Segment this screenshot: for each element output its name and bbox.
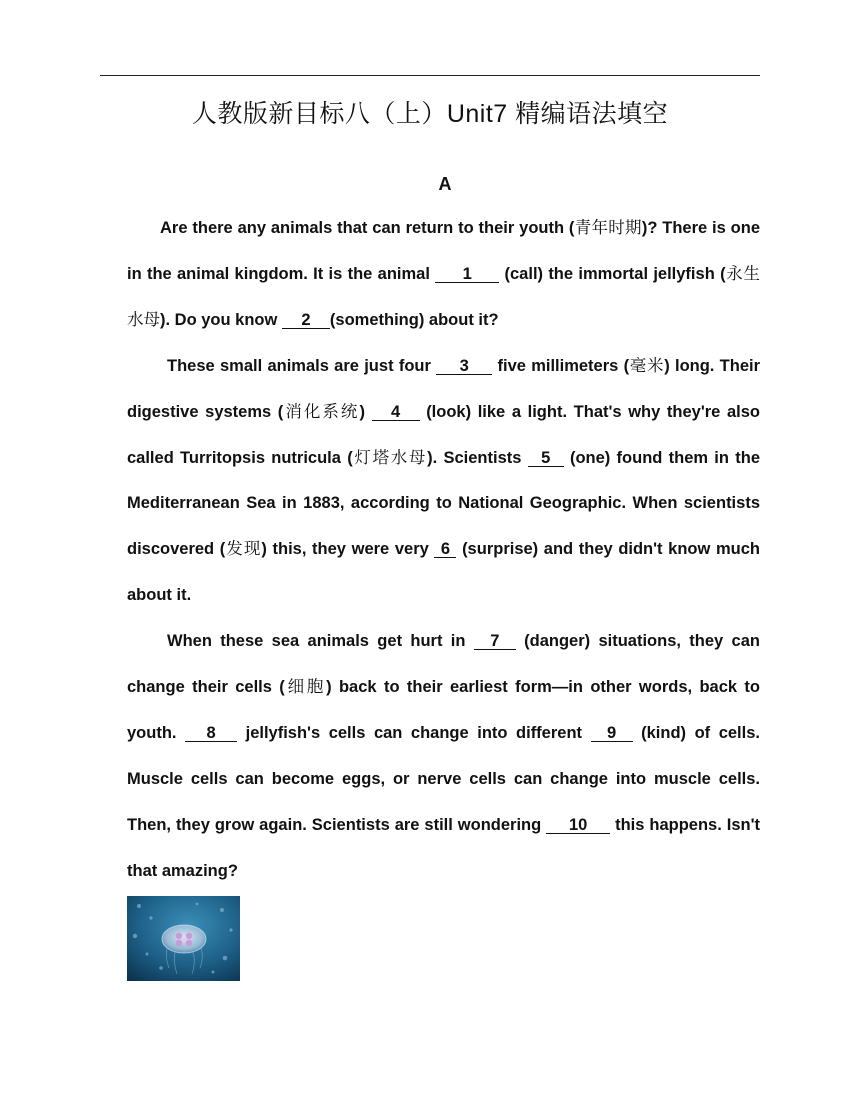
paragraph-3 [127,619,760,894]
text-run: ). Scientists [427,448,528,467]
blank-6[interactable]: 6 [434,541,456,558]
text-run: ) this, they were very [261,540,435,559]
text-run: (look) like a light. That's why they're also called Turritopsis nutricula ( [127,402,760,467]
text-run: ) long. Their digestive systems ( [127,356,761,421]
jellyfish-photo [127,896,240,981]
text-run: this happens. Isn't that amazing? [127,815,760,880]
jellyfish-bell [162,925,206,953]
text-run: (surprise) and they didn't know much about it. [127,540,760,605]
chinese-gloss: 青年时期 [574,219,642,237]
chinese-gloss: 消化系统 [283,402,360,421]
top-rule [100,75,760,76]
text-run: ) [359,402,372,421]
blank-10[interactable]: 10 [546,817,610,834]
text-run: (danger) situations, they can change their cells ( [127,632,760,697]
text-run: five millimeters ( [492,356,630,375]
blank-3[interactable]: 3 [436,358,492,375]
jellyfish-illustration [127,896,240,981]
section-label: A [438,174,452,194]
text-run: (call) the immortal jellyfish ( [499,264,726,283]
chinese-gloss: 永生水母 [127,264,760,329]
text-run: (one) found them in the Mediterranean Sea in 1883, according to National Geographic. When scientists discovered ( [127,448,760,559]
chinese-gloss: 细胞 [284,678,327,697]
blank-2[interactable]: 2 [282,312,330,329]
text-run: ). Do you know [160,310,282,329]
text-run: When these sea animals get hurt in [167,632,474,651]
text-run: Are there any animals that can return to their youth ( [160,219,575,237]
paragraph-1 [127,206,760,344]
blank-5[interactable]: 5 [528,450,564,467]
passage [127,206,760,895]
blank-4[interactable]: 4 [372,404,420,421]
page-title: 人教版新目标八（上）Unit7 精编语法填空 [191,100,669,128]
text-run: jellyfish's cells can change into different [245,723,591,742]
text-run: )? There is one in the animal kingdom. It is the animal [127,219,761,283]
text-run: ) back to their earliest form—in other words, back to youth. [127,678,761,742]
blank-1[interactable]: 1 [435,266,499,283]
blank-7[interactable]: 7 [474,633,516,650]
blank-9[interactable]: 9 [591,725,633,742]
chinese-gloss: 毫米 [629,356,665,375]
paragraph-2 [127,344,760,619]
text-run: These small animals are just four [167,356,437,375]
text-run: (something) about it? [329,310,499,329]
chinese-gloss: 发现 [225,540,262,559]
chinese-gloss: 灯塔水母 [352,448,428,467]
text-run: (kind) of cells. Muscle cells can become eggs, or nerve cells can change into muscle cells. Then, they grow again. Scientists are still wondering [127,723,760,834]
blank-8[interactable]: 8 [185,725,237,742]
